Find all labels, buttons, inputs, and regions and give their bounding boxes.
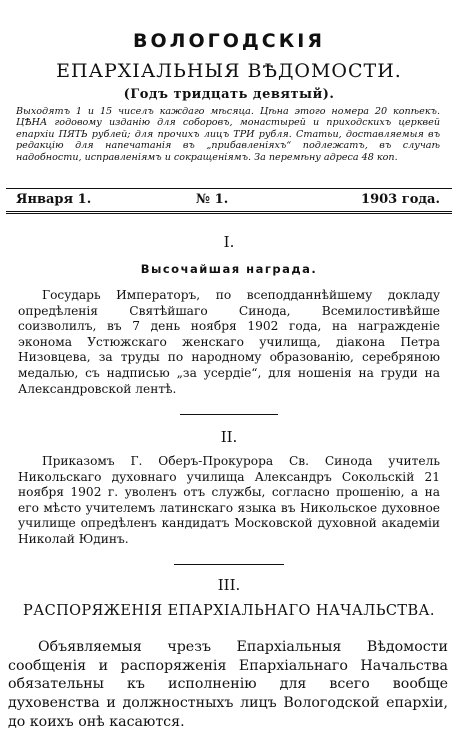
issue-year: 1903 года. bbox=[361, 192, 440, 207]
subscription-notice: Выходятъ 1 и 15 чиселъ каждаго мѣсяца. Цѣна этого номера 20 копѣекъ. ЦѢНА годовому изданію для соборовъ, монастырей и приходскихъ церквей епархіи ПЯТЬ рублей; для прочихъ лицъ ТРИ рубля. Статьи, доставляемыя въ редакцію для напечатанія въ „прибавленіяхъ“ подлежатъ, въ случаѣ надобности, исправленіямъ и сокращеніямъ. За перемѣну адреса 48 коп. bbox=[16, 106, 440, 163]
section-1-heading: Высочайшая награда. bbox=[140, 262, 318, 276]
section-3-numeral: III. bbox=[217, 576, 241, 594]
masthead-title: ВОЛОГОДСКІЯ bbox=[133, 30, 325, 52]
issue-number: № 1. bbox=[196, 192, 229, 207]
section-2-paragraph: Приказомъ Г. Оберъ-Прокурора Св. Синода учитель Никольскаго духовнаго училища Александръ Сокольскій 21 ноября 1902 г. уволенъ отъ службы, согласно прошенію, а на его мѣсто учителемъ латинскаго языка въ Никольское духовное училище опредѣленъ кандидатъ Московской духовной академіи Николай Юдинъ. bbox=[18, 454, 440, 546]
masthead-year: (Годъ тридцать девятый). bbox=[123, 87, 335, 102]
section-2-numeral: II. bbox=[220, 428, 238, 446]
section-1-paragraph: Государь Императоръ, по всеподданнѣйшему докладу опредѣленія Святѣйшаго Синода, Всемилостивѣйше соизволилъ, въ 7 день ноября 1902 года, на награжденіе эконома Устюжскаго женскаго училища, діакона Петра Низовцева, за труды по народному образованію, серебряною медалью, съ надписью „за усердіе“, для ношенія на груди на Александровской лентѣ. bbox=[18, 288, 440, 396]
issue-date: Января 1. bbox=[16, 192, 92, 207]
section-divider-2 bbox=[174, 564, 284, 565]
section-divider-1 bbox=[180, 414, 278, 415]
section-1-numeral: I. bbox=[223, 233, 235, 251]
divider-top bbox=[6, 188, 452, 189]
masthead-subtitle: ЕПАРХІАЛЬНЫЯ ВѢДОМОСТИ. bbox=[56, 60, 402, 82]
section-3-paragraph: Объявляемыя чрезъ Епархіальныя Вѣдомости сообщенія и распоряженія Епархіальнаго Начальства обязательны къ исполненію для всего вообще духовенства и должностныхъ лицъ Вологодской епархіи, до коихъ онѣ касаются. bbox=[8, 639, 448, 730]
divider-dateline bbox=[6, 211, 452, 214]
section-1-text bbox=[18, 288, 440, 397]
section-3-text bbox=[8, 624, 448, 745]
section-3-heading: РАСПОРЯЖЕНІЯ ЕПАРХІАЛЬНАГО НАЧАЛЬСТВА. bbox=[23, 603, 435, 619]
section-2-text bbox=[18, 454, 440, 548]
